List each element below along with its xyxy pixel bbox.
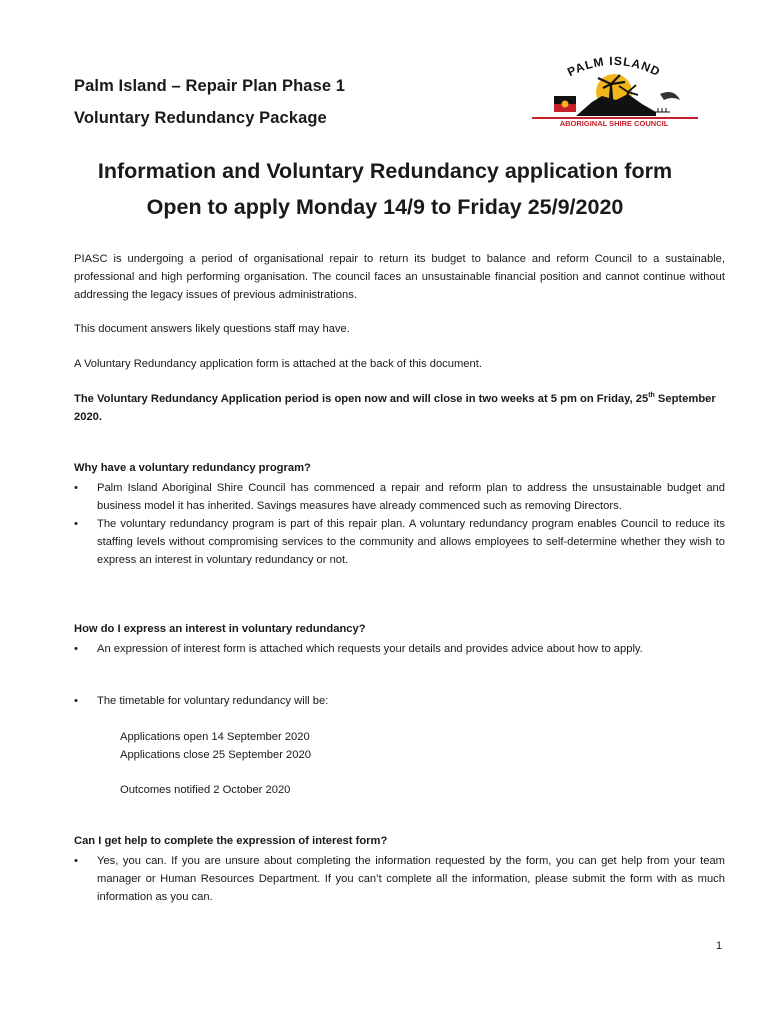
timetable-open: Applications open 14 September 2020 bbox=[120, 731, 310, 743]
section-how-list-2 bbox=[74, 692, 725, 710]
logo-sub-text: ABORIGINAL SHIRE COUNCIL bbox=[559, 119, 669, 128]
title-line-2: Open to apply Monday 14/9 to Friday 25/9/2020 bbox=[146, 195, 624, 219]
section-help-list bbox=[74, 852, 725, 906]
deadline-end: September 2020. bbox=[74, 393, 716, 423]
council-logo bbox=[524, 48, 704, 130]
intro-paragraph: PIASC is undergoing a period of organisational repair to return its budget to balance and reform Council to a sustainable, professional and high performing organisation. The council faces an unsustainable financial position and cannot continue without addressing the legacy issues of previous administrations. bbox=[74, 253, 725, 301]
attachment-note: A Voluntary Redundancy application form is attached at the back of this document. bbox=[74, 358, 482, 370]
section-how-heading: How do I express an interest in voluntary redundancy? bbox=[74, 623, 366, 635]
deadline-ordinal: th bbox=[648, 392, 655, 399]
list-item: • An expression of interest form is attached which requests your details and provides advice about how to apply. bbox=[74, 640, 725, 658]
list-item: • Palm Island Aboriginal Shire Council has commenced a repair and reform plan to address the unsustainable budget and business model it has inherited. Savings measures have already commenced such as removing Directors. bbox=[74, 479, 725, 515]
list-item: • Yes, you can. If you are unsure about completing the information requested by the form, you can get help from your team manager or Human Resources Department. If you can’t complete all the information, please submit the form with as much information as you can. bbox=[74, 852, 725, 906]
header-line-2: Voluntary Redundancy Package bbox=[74, 109, 327, 127]
section-how-list bbox=[74, 640, 725, 658]
timetable-close: Applications close 25 September 2020 bbox=[120, 749, 311, 761]
logo-arc-text: PALM ISLAND bbox=[565, 53, 663, 80]
intro-note: This document answers likely questions staff may have. bbox=[74, 323, 350, 335]
section-why-heading: Why have a voluntary redundancy program? bbox=[74, 462, 311, 474]
timetable-outcome: Outcomes notified 2 October 2020 bbox=[120, 784, 291, 796]
list-item: • The voluntary redundancy program is part of this repair plan. A voluntary redundancy program enables Council to reduce its staffing levels without compromising services to the community and allows employees to self-determine whether they wish to express an interest in voluntary redundancy or not. bbox=[74, 515, 725, 569]
header-line-1: Palm Island – Repair Plan Phase 1 bbox=[74, 77, 346, 95]
title-line-1: Information and Voluntary Redundancy application form bbox=[97, 159, 673, 183]
section-why-list bbox=[74, 479, 725, 569]
deadline-text: The Voluntary Redundancy Application period is open now and will close in two weeks at 5 pm on Friday, 25 bbox=[74, 393, 649, 405]
deadline-notice bbox=[74, 390, 725, 426]
list-item: • The timetable for voluntary redundancy will be: bbox=[74, 692, 725, 710]
section-help-heading: Can I get help to complete the expression of interest form? bbox=[74, 835, 388, 847]
page-number: 1 bbox=[716, 940, 723, 952]
